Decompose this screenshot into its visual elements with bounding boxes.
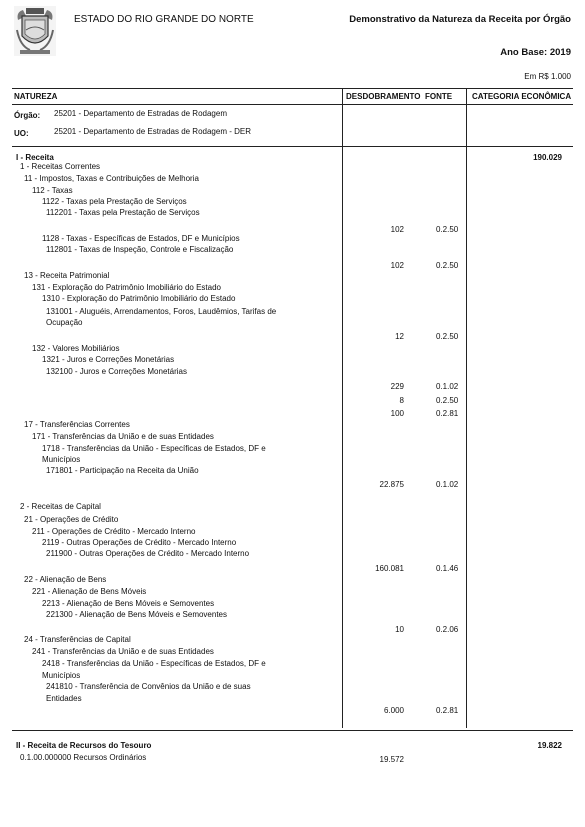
natureza-line: 2 - Receitas de Capital bbox=[20, 502, 101, 511]
natureza-line: Entidades bbox=[46, 694, 82, 703]
natureza-line: 13 - Receita Patrimonial bbox=[24, 271, 110, 280]
natureza-line: 171 - Transferências da União e de suas Entidades bbox=[32, 432, 214, 441]
natureza-line: 1122 - Taxas pela Prestação de Serviços bbox=[42, 197, 187, 206]
fonte-value: 0.2.50 bbox=[436, 225, 459, 234]
natureza-line: 2418 - Transferências da União - Específicas de Estados, DF e bbox=[42, 659, 266, 668]
col-header-desdobramento: DESDOBRAMENTO bbox=[346, 92, 421, 101]
desdobramento-value: 8 bbox=[399, 396, 404, 405]
natureza-line: Municípios bbox=[42, 455, 81, 464]
natureza-line: 24 - Transferências de Capital bbox=[24, 635, 131, 644]
natureza-line: 11 - Impostos, Taxas e Contribuições de Melhoria bbox=[24, 174, 199, 183]
natureza-line: 1310 - Exploração do Patrimônio Imobiliário do Estado bbox=[42, 294, 236, 303]
divider bbox=[12, 88, 573, 89]
fonte-value: 0.2.50 bbox=[436, 332, 459, 341]
fonte-value: 0.2.50 bbox=[436, 396, 459, 405]
fonte-value: 0.1.02 bbox=[436, 382, 459, 391]
natureza-line: 131001 - Aluguéis, Arrendamentos, Foros, Laudêmios, Tarifas de bbox=[46, 307, 277, 316]
natureza-line: 2119 - Outras Operações de Crédito - Mercado Interno bbox=[42, 538, 237, 547]
desdobramento-value: 22.875 bbox=[379, 480, 404, 489]
divider bbox=[12, 104, 573, 105]
desdobramento-value: 6.000 bbox=[383, 706, 404, 715]
natureza-line: 21 - Operações de Crédito bbox=[24, 515, 119, 524]
natureza-line: 211900 - Outras Operações de Crédito - Mercado Interno bbox=[46, 549, 250, 558]
divider bbox=[12, 146, 573, 147]
natureza-line: 211 - Operações de Crédito - Mercado Interno bbox=[32, 527, 196, 536]
col-header-categoria: CATEGORIA ECONÔMICA bbox=[472, 92, 572, 101]
column-divider bbox=[342, 88, 343, 728]
col-header-natureza: NATUREZA bbox=[14, 92, 58, 101]
natureza-line: 171801 - Participação na Receita da União bbox=[46, 466, 199, 475]
base-year: Ano Base: 2019 bbox=[500, 47, 571, 58]
natureza-line: 1718 - Transferências da União - Específicas de Estados, DF e bbox=[42, 444, 266, 453]
fonte-value: 0.2.50 bbox=[436, 261, 459, 270]
natureza-line: 132100 - Juros e Correções Monetárias bbox=[46, 367, 187, 376]
desdobramento-value: 229 bbox=[390, 382, 404, 391]
desdobramento-value: 100 bbox=[390, 409, 404, 418]
natureza-line: Municípios bbox=[42, 671, 81, 680]
desdobramento-value: 102 bbox=[390, 261, 404, 270]
section-receita-label: I - Receita bbox=[16, 153, 54, 162]
uo-label: UO: bbox=[14, 129, 29, 138]
fonte-value: 0.2.81 bbox=[436, 409, 459, 418]
natureza-line: 221 - Alienação de Bens Móveis bbox=[32, 587, 147, 596]
desdobramento-value: 10 bbox=[395, 625, 404, 634]
state-coat-of-arms-logo bbox=[14, 6, 56, 56]
natureza-line: 112801 - Taxas de Inspeção, Controle e Fiscalização bbox=[46, 245, 234, 254]
natureza-line: 1321 - Juros e Correções Monetárias bbox=[42, 355, 175, 364]
natureza-line: 0.1.00.000000 Recursos Ordinários bbox=[20, 753, 147, 762]
fonte-value: 0.2.06 bbox=[436, 625, 459, 634]
natureza-line: 241810 - Transferência de Convênios da União e de suas bbox=[46, 682, 251, 691]
desdobramento-value: 12 bbox=[395, 332, 404, 341]
uo-value: 25201 - Departamento de Estradas de Rodagem - DER bbox=[54, 127, 251, 136]
fonte-value: 0.1.46 bbox=[436, 564, 459, 573]
section-tesouro-total: 19.822 bbox=[537, 741, 562, 750]
section-receita-total: 190.029 bbox=[533, 153, 562, 162]
currency-unit: Em R$ 1.000 bbox=[524, 72, 571, 81]
natureza-line: 112201 - Taxas pela Prestação de Serviços bbox=[46, 208, 200, 217]
natureza-line: 1128 - Taxas - Específicas de Estados, DF e Municípios bbox=[42, 234, 240, 243]
natureza-line: 2213 - Alienação de Bens Móveis e Semoventes bbox=[42, 599, 215, 608]
natureza-line: 221300 - Alienação de Bens Móveis e Semoventes bbox=[46, 610, 228, 619]
natureza-line: 131 - Exploração do Patrimônio Imobiliário do Estado bbox=[32, 283, 221, 292]
section-tesouro-label: II - Receita de Recursos do Tesouro bbox=[16, 741, 152, 750]
fonte-value: 0.1.02 bbox=[436, 480, 459, 489]
natureza-line: 17 - Transferências Correntes bbox=[24, 420, 130, 429]
natureza-line: 132 - Valores Mobiliários bbox=[32, 344, 120, 353]
natureza-line: 241 - Transferências da União e de suas Entidades bbox=[32, 647, 214, 656]
divider bbox=[12, 730, 573, 731]
natureza-line: 112 - Taxas bbox=[32, 186, 73, 195]
orgao-value: 25201 - Departamento de Estradas de Rodagem bbox=[54, 109, 227, 118]
report-title: Demonstrativo da Natureza da Receita por Órgão bbox=[349, 14, 571, 25]
natureza-line: Ocupação bbox=[46, 318, 83, 327]
col-header-fonte: FONTE bbox=[425, 92, 453, 101]
desdobramento-value: 102 bbox=[390, 225, 404, 234]
fonte-value: 0.2.81 bbox=[436, 706, 459, 715]
natureza-line: 1 - Receitas Correntes bbox=[20, 162, 101, 171]
natureza-line: 22 - Alienação de Bens bbox=[24, 575, 107, 584]
state-name: ESTADO DO RIO GRANDE DO NORTE bbox=[74, 14, 254, 25]
desdobramento-value: 19.572 bbox=[379, 755, 404, 764]
orgao-label: Órgão: bbox=[14, 111, 41, 120]
column-divider bbox=[466, 88, 467, 728]
desdobramento-value: 160.081 bbox=[375, 564, 404, 573]
